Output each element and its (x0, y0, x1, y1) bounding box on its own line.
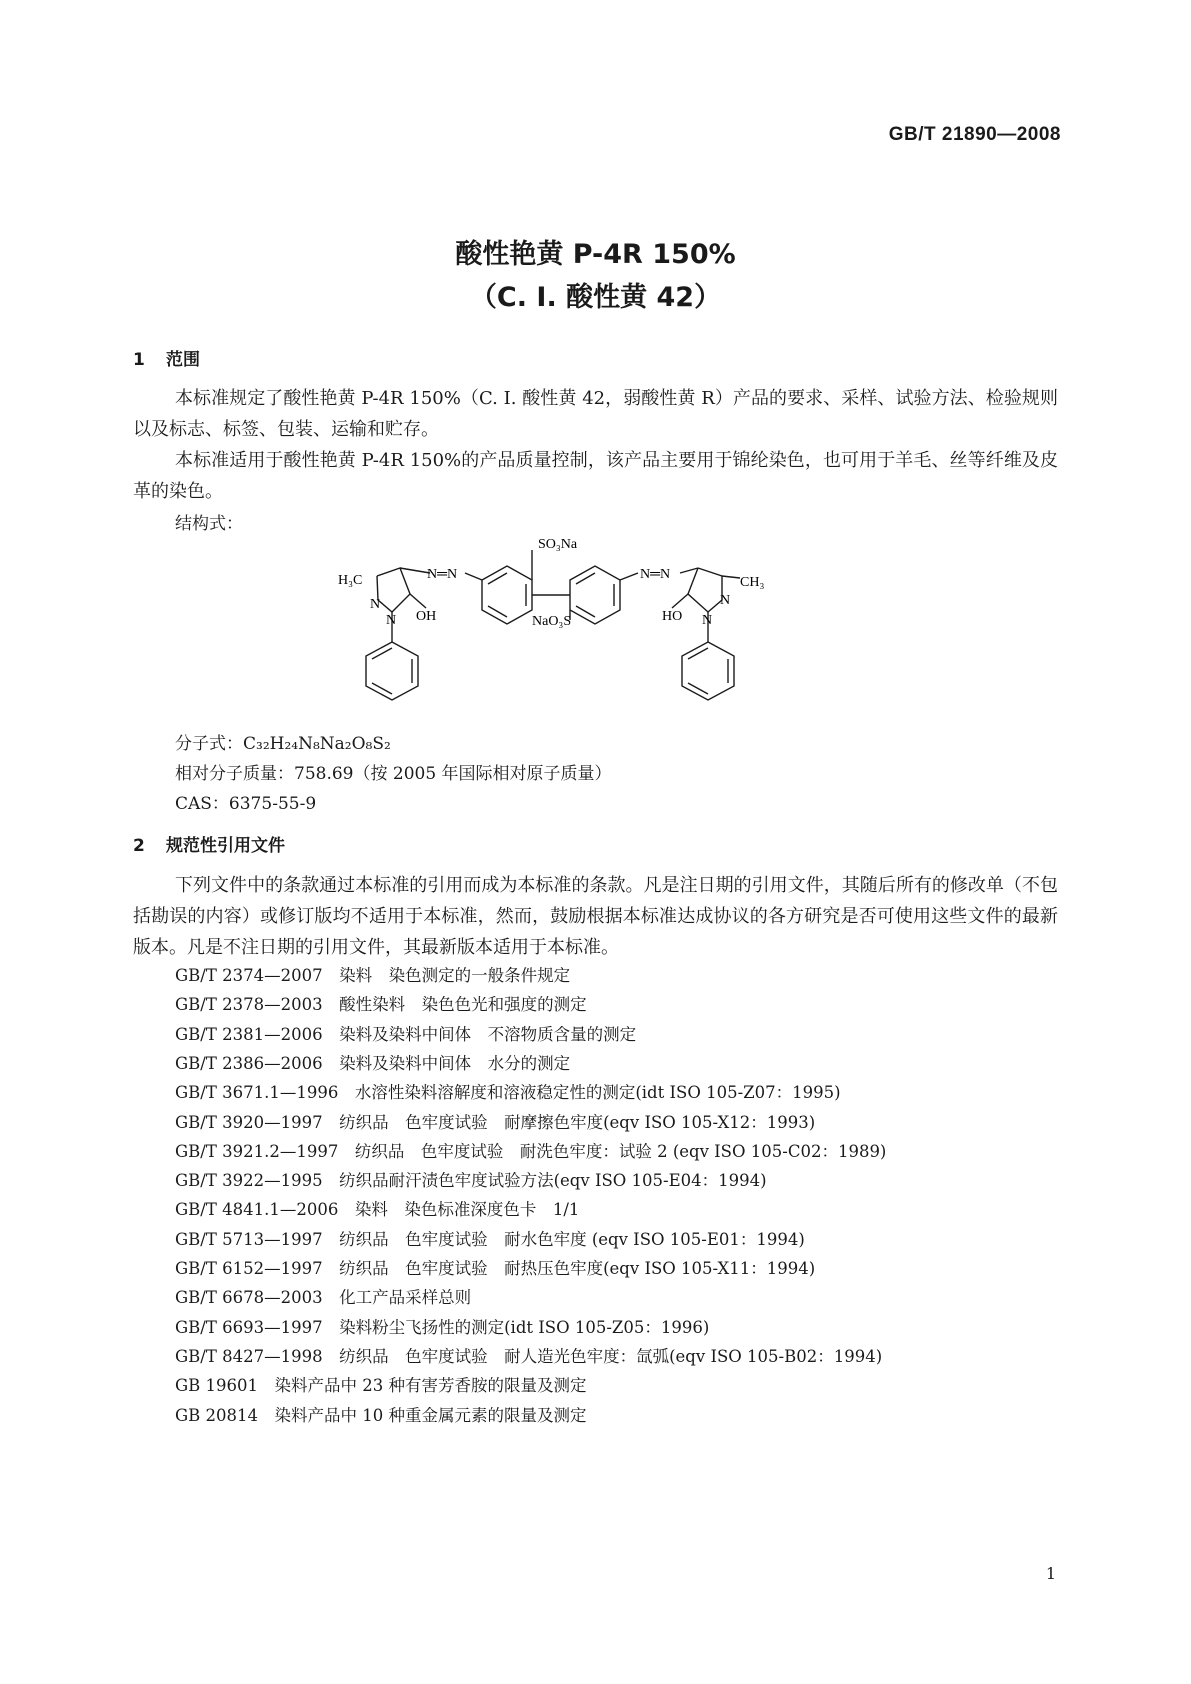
section-number: 1 (133, 350, 145, 370)
benzene-ring-1 (482, 566, 532, 624)
reference-title: 染料 染色标准深度色卡 1/1 (354, 1200, 580, 1220)
standard-code: GB/T 21890—2008 (888, 124, 1061, 145)
reference-title: 染料及染料中间体 不溶物质含量的测定 (339, 1024, 637, 1044)
reference-item (175, 1021, 636, 1045)
reference-code: GB/T 3922—1995 (175, 1171, 323, 1191)
reference-title: 染料粉尘飞扬性的测定(idt ISO 105-Z05：1996) (339, 1317, 710, 1337)
reference-title: 化工产品采样总则 (339, 1288, 472, 1308)
reference-item (175, 1050, 570, 1074)
reference-title: 染料 染色测定的一般条件规定 (339, 966, 571, 985)
reference-item (175, 1196, 579, 1220)
azo-right-label: N═N (640, 567, 671, 582)
reference-code: GB/T 3920—1997 (175, 1112, 323, 1132)
reference-code: GB/T 6678—2003 (175, 1288, 323, 1308)
reference-item (175, 1314, 709, 1338)
left-pyrazole-ring (377, 568, 410, 612)
n-label-left-2: N (386, 613, 397, 628)
reference-title: 染料产品中 23 种有害芳香胺的限量及测定 (274, 1376, 587, 1396)
reference-code: GB 20814 (175, 1405, 259, 1425)
reference-item (175, 1138, 886, 1162)
cas-number: CAS：6375-55-9 (175, 794, 317, 814)
document-subtitle: （C. I. 酸性黄 42） (469, 282, 722, 313)
section-1-heading (133, 345, 200, 370)
reference-item (175, 1079, 841, 1103)
ho-label: HO (662, 609, 683, 624)
reference-title: 纺织品 色牢度试验 耐摩擦色牢度(eqv ISO 105-X12：1993) (339, 1112, 816, 1132)
reference-code: GB/T 6693—1997 (175, 1317, 323, 1337)
reference-code: GB 19601 (175, 1376, 259, 1396)
section-title: 范围 (166, 350, 200, 370)
reference-item (175, 1343, 882, 1367)
azo-left-label: N═N (427, 567, 458, 582)
structure-label: 结构式： (175, 514, 243, 534)
reference-title: 纺织品 色牢度试验 耐热压色牢度(eqv ISO 105-X11：1994) (339, 1259, 816, 1278)
reference-code: GB/T 3921.2—1997 (175, 1141, 339, 1161)
reference-code: GB/T 4841.1—2006 (175, 1200, 339, 1220)
reference-item (175, 1226, 805, 1250)
reference-title: 纺织品 色牢度试验 耐人造光色牢度：氙弧(eqv ISO 105-B02：1994) (339, 1346, 883, 1366)
reference-title: 水溶性染料溶解度和溶液稳定性的测定(idt ISO 105-Z07：1995) (354, 1083, 841, 1103)
structural-formula (320, 528, 800, 708)
page-number: 1 (1045, 1564, 1056, 1583)
reference-code: GB/T 5713—1997 (175, 1229, 323, 1249)
reference-item (175, 1284, 471, 1308)
reference-code: GB/T 6152—1997 (175, 1259, 323, 1278)
section-2-heading (133, 831, 285, 856)
scope-paragraph: 本标准规定了酸性艳黄 P-4R 150%（C. I. 酸性黄 42，弱酸性黄 R）产品的要求、采样、试验方法、检验规则以及标志、标签、包装、运输和贮存。 (133, 388, 1058, 440)
reference-code: GB/T 2381—2006 (175, 1024, 323, 1044)
reference-item (175, 962, 570, 986)
reference-code: GB/T 2378—2003 (175, 995, 323, 1015)
section-number: 2 (133, 836, 145, 856)
n-label-right: N (720, 593, 731, 608)
right-pyrazole-ring (688, 568, 722, 612)
document-title: 酸性艳黄 P-4R 150% (455, 239, 736, 270)
reference-item (175, 1167, 767, 1191)
reference-title: 染料及染料中间体 水分的测定 (339, 1053, 571, 1073)
molecular-mass: 相对分子质量：758.69（按 2005 年国际相对原子质量） (175, 764, 612, 784)
n-label-right-2: N (702, 613, 713, 628)
benzene-ring-2 (570, 566, 620, 624)
reference-item (175, 991, 587, 1015)
reference-title: 纺织品 色牢度试验 耐水色牢度 (eqv ISO 105-E01：1994) (339, 1229, 805, 1249)
left-phenyl-ring (366, 642, 418, 700)
ch3-label: CH₃ (740, 575, 765, 590)
oh-label: OH (416, 609, 437, 624)
reference-item (175, 1255, 815, 1279)
reference-item (175, 1402, 587, 1426)
reference-title: 纺织品耐汗渍色牢度试验方法(eqv ISO 105-E04：1994) (339, 1171, 767, 1191)
n-label-left: N (370, 597, 381, 612)
reference-title: 酸性染料 染色色光和强度的测定 (339, 995, 587, 1015)
reference-code: GB/T 8427—1998 (175, 1346, 323, 1366)
so3na-label: SO₃Na (538, 537, 578, 552)
molecular-formula: 分子式：C₃₂H₂₄N₈Na₂O₈S₂ (175, 734, 391, 754)
reference-title: 染料产品中 10 种重金属元素的限量及测定 (274, 1405, 587, 1425)
h3c-label: H₃C (338, 573, 363, 588)
reference-code: GB/T 2374—2007 (175, 966, 323, 985)
reference-title: 纺织品 色牢度试验 耐洗色牢度：试验 2 (eqv ISO 105-C02：1989) (354, 1141, 887, 1161)
nao3s-label: NaO₃S (532, 614, 572, 629)
right-phenyl-ring (682, 642, 734, 700)
reference-item (175, 1372, 587, 1396)
normative-references-paragraph: 下列文件中的条款通过本标准的引用而成为本标准的条款。凡是注日期的引用文件，其随后所有的修改单（不包括勘误的内容）或修订版均不适用于本标准，然而，鼓励根据本标准达成协议的各方研究是否可使用这些文件的最新版本。凡是不注日期的引用文件，其最新版本适用于本标准。 (133, 875, 1058, 958)
scope-application-paragraph: 本标准适用于酸性艳黄 P-4R 150%的产品质量控制，该产品主要用于锦纶染色，也可用于羊毛、丝等纤维及皮革的染色。 (133, 450, 1058, 502)
reference-item (175, 1109, 815, 1133)
reference-code: GB/T 3671.1—1996 (175, 1083, 339, 1103)
reference-code: GB/T 2386—2006 (175, 1053, 323, 1073)
section-title: 规范性引用文件 (166, 836, 285, 856)
